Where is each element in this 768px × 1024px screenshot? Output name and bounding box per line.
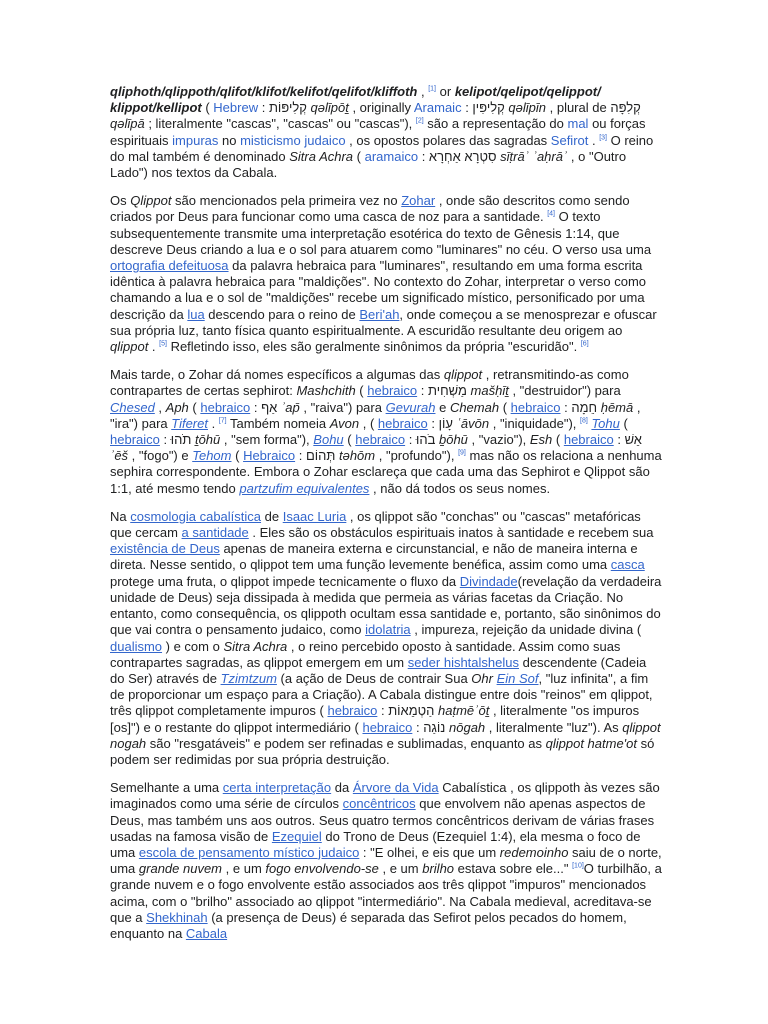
text-run: : חֵמָה bbox=[560, 399, 601, 415]
text-run: , "raiva") para bbox=[299, 399, 386, 415]
text-run: ; literalmente "cascas", "cascas" ou "cascas"), bbox=[144, 116, 416, 132]
italic-term: Mashchith bbox=[296, 383, 356, 399]
italic-term: redemoinho bbox=[499, 844, 569, 860]
inline-link[interactable]: partzufim equivalentes bbox=[239, 480, 370, 496]
italic-term: Esh bbox=[529, 432, 553, 448]
italic-term: fogo envolvendo-se bbox=[265, 861, 379, 877]
text-run: são mencionados pela primeira vez no bbox=[171, 193, 402, 209]
text-run: : קְלִיפּוֹת bbox=[258, 100, 311, 116]
text-run: ( bbox=[201, 100, 214, 116]
inline-link[interactable]: idolatria bbox=[365, 622, 411, 638]
inline-link[interactable]: Isaac Luria bbox=[282, 508, 347, 524]
inline-link[interactable]: hebraico bbox=[563, 432, 614, 448]
text-run: estava sobre ele..." bbox=[454, 861, 573, 877]
text-run: : נוֹגַה bbox=[412, 719, 449, 735]
text-run: (a presença de Deus) é separada das Sefirot pelos pecados do homem, enquanto na bbox=[110, 909, 627, 941]
article-body bbox=[110, 84, 662, 954]
text-run: , retransmitindo-as como contrapartes de certas sephirot: bbox=[110, 367, 629, 399]
inline-link[interactable]: casca bbox=[610, 557, 645, 573]
italic-term: sīṭrāʾ ʾaḥrāʾ bbox=[500, 148, 568, 164]
italic-term: Chemah bbox=[449, 399, 500, 415]
italic-term: ṯōhū bbox=[194, 432, 221, 448]
text-run: Semelhante a uma bbox=[110, 780, 223, 796]
text-run: descendente (Cadeia do Ser) através de bbox=[110, 654, 647, 686]
inline-link[interactable]: Beri'ah bbox=[359, 306, 400, 322]
italic-term: təhōm bbox=[338, 448, 376, 464]
italic-term: ḥēmā bbox=[600, 399, 634, 415]
inline-link[interactable]: dualismo bbox=[110, 638, 163, 654]
italic-term: Sitra Achra bbox=[223, 638, 288, 654]
italic-term: nōgah bbox=[449, 719, 486, 735]
text-run: mas não os relaciona a nenhuma sephira correspondente. Embora o Zohar esclareça que cada uma das Sephirot e Qlippot são 1:1, até mesmo tendo bbox=[110, 448, 662, 496]
text-run: são "resgatáveis" e podem ser refinadas e sublimadas, enquanto as bbox=[146, 735, 546, 751]
inline-link[interactable]: Ezequiel bbox=[271, 828, 322, 844]
text-run: , "luz infinita", a fim de proporcionar um espaço para a Criação). A Cabala distingue entre dois "reinos" em qlippot, três qlippot completamente impuros ( bbox=[110, 670, 653, 719]
text-run: , "vazio"), bbox=[467, 432, 530, 448]
inline-link[interactable]: hebraico bbox=[355, 432, 406, 448]
italic-term: ʿāvōn bbox=[456, 415, 490, 431]
text-run: O reino do mal também é denominado bbox=[110, 132, 654, 164]
text-run: protege uma fruta, o qlippot impede tecnicamente o fluxo da bbox=[110, 573, 460, 589]
inline-link[interactable]: impuras bbox=[172, 132, 219, 148]
italic-term: grande nuvem bbox=[138, 861, 223, 877]
text-run: , "sem forma"), bbox=[220, 432, 314, 448]
text-run: : סִטְרָא אַחְרָא bbox=[418, 148, 501, 164]
footnote-ref[interactable]: [9] bbox=[458, 449, 466, 457]
inline-link[interactable]: Sefirot bbox=[550, 132, 589, 148]
text-run: : בֹהוּ bbox=[405, 432, 439, 448]
text-run: , impureza, rejeição da unidade divina ( bbox=[410, 622, 642, 638]
inline-link[interactable]: Bohu bbox=[313, 432, 344, 448]
inline-link[interactable]: certa interpretação bbox=[222, 780, 332, 796]
inline-link[interactable]: existência de Deus bbox=[110, 541, 220, 557]
text-run: Na bbox=[110, 508, 131, 524]
inline-link[interactable]: hebraico bbox=[362, 719, 413, 735]
text-run: Mais tarde, o Zohar dá nomes específicos a algumas das bbox=[110, 367, 444, 383]
inline-link[interactable]: a santidade bbox=[181, 525, 249, 541]
text-run: : תְּהוֹם bbox=[295, 448, 339, 464]
text-run: O texto subsequentemente transmite uma interpretação esotérica do texto de Gênesis 1:14, que descreve Deus criando a lua e o sol para atuarem como "luminares" no céu. O verso usa uma bbox=[110, 209, 652, 257]
inline-link[interactable]: Tiferet bbox=[171, 415, 208, 431]
text-run: Os bbox=[110, 193, 131, 209]
text-run: , bbox=[154, 399, 166, 415]
text-run: só podem ser redimidas por sua própria destruição. bbox=[110, 735, 655, 767]
inline-link[interactable]: hebraico bbox=[200, 399, 251, 415]
inline-link[interactable]: Shekhinah bbox=[146, 909, 208, 925]
inline-link[interactable]: Tohu bbox=[591, 415, 620, 431]
paragraph-zohar-origin bbox=[110, 193, 662, 355]
inline-link[interactable]: Chesed bbox=[110, 399, 155, 415]
inline-link[interactable]: Hebrew bbox=[213, 100, 259, 116]
text-run: do Trono de Deus (Ezequiel 1:4), ela mesma o foco de uma bbox=[110, 828, 641, 860]
footnote-ref[interactable]: [5] bbox=[159, 340, 167, 348]
text-run: , "ira") para bbox=[110, 399, 641, 431]
text-run: e bbox=[435, 399, 450, 415]
text-run: saiu de o norte, uma bbox=[110, 844, 662, 877]
italic-term: qlippot bbox=[443, 367, 483, 383]
text-run: : קְלִיפִּין bbox=[461, 100, 509, 116]
text-run: Cabalística , os qlippoth às vezes são imaginados como uma série de círculos bbox=[110, 780, 660, 812]
italic-term: brilho bbox=[422, 861, 455, 877]
text-run: : הַטְמֵאוֹת bbox=[377, 703, 439, 719]
text-run: . Eles são os obstáculos espirituais inatos à santidade e recebem sua bbox=[248, 525, 654, 541]
text-run: : עָוֹן bbox=[427, 415, 457, 431]
paragraph-lurianic-cosmology bbox=[110, 509, 662, 768]
italic-term: qlippot nogah bbox=[110, 719, 661, 751]
text-run: apenas de maneira externa e circunstancial, e não de maneira interna e direta. Nesse sentido, o qlippot tem uma função levemente benéfica, assim como uma bbox=[110, 541, 638, 573]
inline-link[interactable]: Tehom bbox=[192, 448, 232, 464]
text-run: ou forças espirituais bbox=[110, 116, 646, 148]
footnote-ref[interactable]: [7] bbox=[218, 417, 227, 425]
text-run: ( bbox=[355, 383, 368, 399]
paragraph-zohar-names bbox=[110, 367, 662, 497]
italic-term: haṭmēʾōṯ bbox=[438, 703, 490, 719]
text-run: ( bbox=[552, 432, 564, 448]
text-run: da bbox=[331, 780, 353, 796]
footnote-ref[interactable]: [4] bbox=[547, 211, 555, 219]
inline-link[interactable]: Tzimtzum bbox=[220, 670, 277, 686]
text-run: , bbox=[417, 84, 429, 99]
text-run: , não dá todos os seus nomes. bbox=[369, 480, 551, 496]
italic-term: Sitra Achra bbox=[289, 148, 354, 164]
inline-link[interactable]: mal bbox=[567, 116, 589, 132]
inline-link[interactable]: hebraico bbox=[327, 703, 378, 719]
footnote-ref[interactable]: [10] bbox=[572, 862, 584, 870]
text-run: , plural de קְלִפָּה bbox=[546, 100, 641, 116]
text-run: de bbox=[261, 508, 283, 524]
text-run: . bbox=[588, 132, 600, 148]
text-run: . bbox=[207, 415, 219, 431]
text-run: (revelação da verdadeira unidade de Deus) seja dissipada à medida que permeia as várias facetas da Criação. No entanto, como consequência, os qlippoth ocultam essa santidade e, portanto, são sinônimos do que vai contra o pensamento judaico, como bbox=[110, 573, 662, 638]
inline-link[interactable]: Gevurah bbox=[385, 399, 436, 415]
text-run: , "iniquidade"), bbox=[489, 415, 581, 431]
footnote-ref[interactable]: [1] bbox=[428, 85, 437, 93]
text-run: , "fogo") e bbox=[128, 448, 193, 464]
text-run: , o reino percebido oposto à santidade. Assim como suas contrapartes sagradas, as qlippot emergem em um bbox=[110, 638, 621, 670]
italic-term: qəlīpā bbox=[110, 116, 145, 132]
text-run: , os opostos polares das sagradas bbox=[345, 132, 551, 148]
text-run: são a representação do bbox=[423, 116, 568, 132]
text-run: , onde são descritos como sendo criados por Deus para funcionar como uma casca de noz para a santidade. bbox=[110, 193, 630, 225]
inline-link[interactable]: Aramaic bbox=[413, 100, 462, 116]
inline-link[interactable]: aramaico bbox=[364, 148, 419, 164]
italic-term: qlippot bbox=[110, 339, 149, 355]
paragraph-concentric-circles bbox=[110, 780, 662, 942]
text-run: que envolvem não apenas aspectos de Deus, mas também uns aos outros. Seus quatro termos concêntricos derivam de várias frases usadas na famosa visão de bbox=[110, 796, 655, 844]
text-run: or bbox=[436, 84, 455, 99]
text-run: ( bbox=[619, 415, 628, 431]
text-run: , onde começou a se menosprezar e ofuscar sua própria luz, tanto física quanto espiritualmente. A escuridão resultante deu origem ao bbox=[110, 306, 657, 338]
italic-term: Ohr bbox=[471, 670, 493, 686]
text-run: , e um bbox=[378, 861, 423, 877]
text-run: , literalmente "luz"). As bbox=[485, 719, 623, 735]
text-run: : מַשְׁחִית bbox=[417, 383, 471, 399]
italic-term: Avon bbox=[329, 415, 360, 431]
text-run: ( bbox=[188, 399, 201, 415]
term-heading: kelipot/qelipot/qelippot/ klippot/kellipot bbox=[110, 84, 601, 116]
italic-term: qəlīpīn bbox=[508, 100, 546, 116]
inline-link[interactable]: ortografia defeituosa bbox=[110, 258, 229, 274]
inline-link[interactable]: Zohar bbox=[401, 193, 436, 209]
text-run: ) e com o bbox=[162, 638, 224, 654]
italic-term: Qlippot bbox=[130, 193, 172, 209]
text-run: da palavra hebraica para "luminares", resultando em uma forma escrita idêntica à palavra hebraica para "maldições". No contexto do Zohar, interpretar o verso como chamando a lua e o sol de "maldições" recebe um significado místico, personificado por uma descrição da bbox=[110, 258, 647, 322]
text-run: : "E olhei, e eis que um bbox=[359, 844, 500, 860]
term-heading: qliphoth/qlippoth/qlifot/klifot/kelifot/qelifot/kliffoth bbox=[110, 84, 418, 99]
inline-link[interactable]: Hebraico bbox=[243, 448, 296, 464]
inline-link[interactable]: lua bbox=[187, 306, 205, 322]
text-run: ( bbox=[499, 399, 511, 415]
text-run: ( bbox=[353, 148, 365, 164]
text-run: Também nomeia bbox=[226, 415, 330, 431]
italic-term: mašḥīṯ bbox=[470, 383, 509, 399]
footnote-ref[interactable]: [3] bbox=[599, 134, 608, 142]
inline-link[interactable]: hebraico bbox=[110, 432, 160, 448]
text-run: , o "Outro Lado") nos textos da Cabala. bbox=[110, 148, 627, 181]
text-run: , "profundo"), bbox=[375, 448, 459, 464]
inline-link[interactable]: Cabala bbox=[185, 925, 228, 941]
text-run: , ( bbox=[359, 415, 378, 431]
text-run: , literalmente "os impuros [os]") e o restante do qlippot intermediário ( bbox=[110, 703, 640, 735]
paragraph-intro bbox=[110, 84, 662, 181]
inline-link[interactable]: Divindade bbox=[459, 573, 518, 589]
italic-term: ʾap̄ bbox=[280, 399, 300, 415]
inline-link[interactable]: cosmologia cabalística bbox=[130, 508, 262, 524]
italic-term: Aph bbox=[165, 399, 189, 415]
text-run: : אֵשׁ bbox=[613, 432, 642, 448]
text-run: , os qlippot são "conchas" ou "cascas" metafóricas que cercam bbox=[110, 508, 641, 541]
text-run: ( bbox=[343, 432, 356, 448]
text-run: , originally bbox=[348, 100, 414, 116]
italic-term: ʾēš bbox=[110, 448, 129, 464]
text-run: descendo para o reino de bbox=[204, 306, 360, 322]
inline-link[interactable]: misticismo judaico bbox=[240, 132, 346, 148]
inline-link[interactable]: hebraico bbox=[510, 399, 561, 415]
text-run: : אַף bbox=[250, 399, 281, 415]
text-run: , "destruidor") para bbox=[508, 383, 621, 399]
text-run: . bbox=[148, 339, 160, 355]
footnote-ref[interactable]: [8] bbox=[580, 417, 588, 425]
italic-term: qəlīpōṯ bbox=[310, 100, 349, 116]
inline-link[interactable]: Ein Sof bbox=[496, 670, 539, 686]
text-run: no bbox=[218, 132, 241, 148]
text-run: Refletindo isso, eles são geralmente sinônimos da própria "escuridão". bbox=[166, 339, 581, 355]
inline-link[interactable]: Árvore da Vida bbox=[352, 780, 439, 796]
inline-link[interactable]: seder hishtalshelus bbox=[407, 654, 519, 670]
inline-link[interactable]: hebraico bbox=[377, 415, 428, 431]
inline-link[interactable]: escola de pensamento místico judaico bbox=[138, 844, 360, 860]
inline-link[interactable]: hebraico bbox=[367, 383, 418, 399]
text-run: ( bbox=[231, 448, 244, 464]
inline-link[interactable]: concêntricos bbox=[342, 796, 416, 812]
footnote-ref[interactable]: [2] bbox=[415, 118, 424, 126]
text-run: O turbilhão, a grande nuvem e o fogo envolvente estão associados aos três qlippot "impuros" mencionados acima, com o "brilho" associado ao qlippot "intermediário". Na Cabala medieval, acreditava-se que a bbox=[110, 861, 662, 925]
text-run: , e um bbox=[222, 861, 266, 877]
text-run: (a ação de Deus de contrair Sua bbox=[276, 670, 472, 686]
italic-term: qlippot hatme'ot bbox=[545, 735, 637, 751]
footnote-ref[interactable]: [6] bbox=[580, 340, 589, 348]
text-run: : תֹהוּ bbox=[159, 432, 195, 448]
italic-term: ḇōhū bbox=[438, 432, 468, 448]
